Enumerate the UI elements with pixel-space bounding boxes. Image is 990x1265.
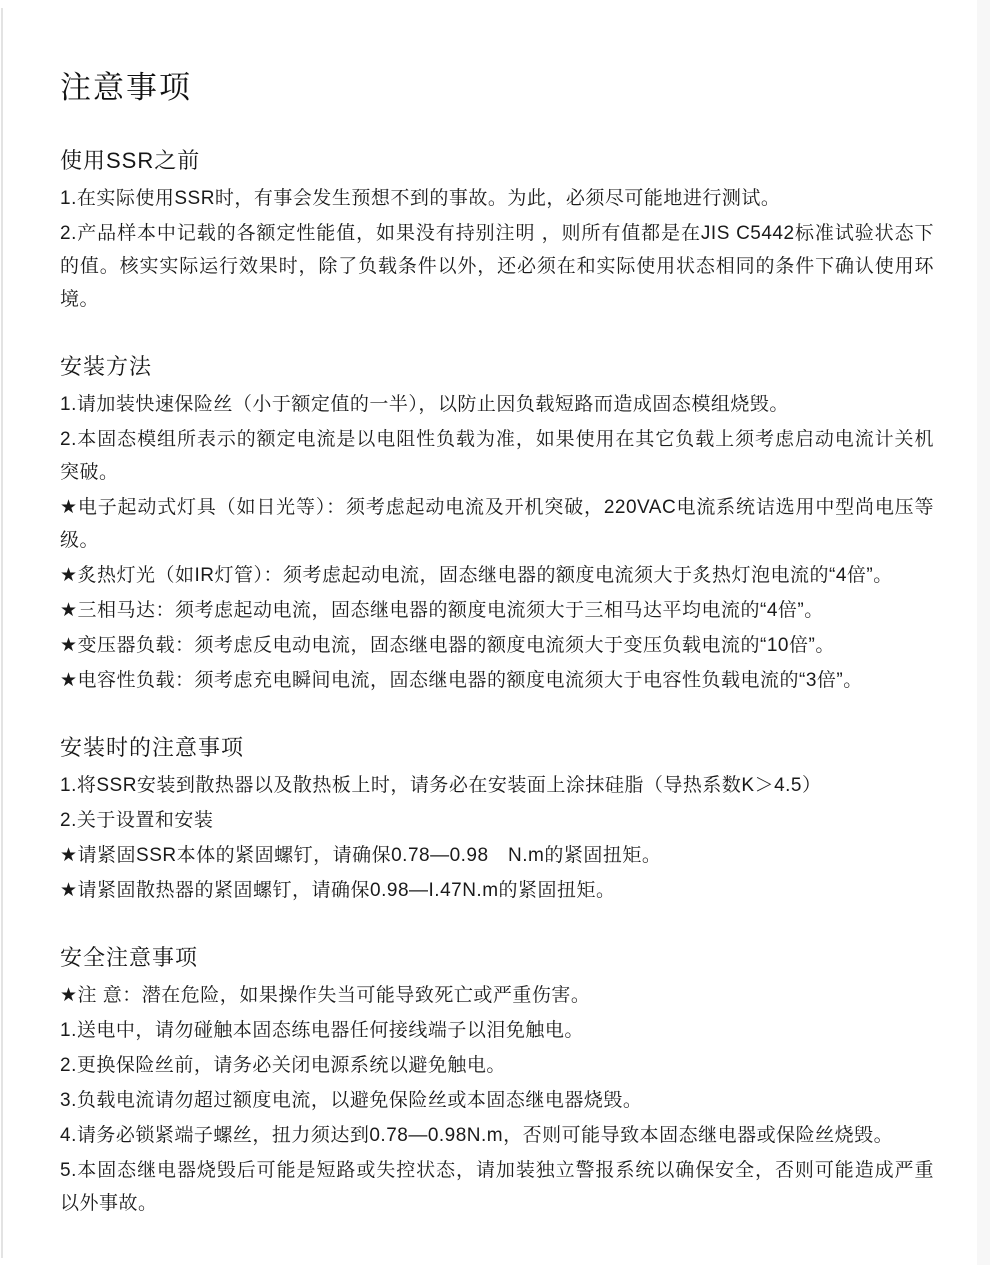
paragraph: 1.在实际使用SSR时，有事会发生预想不到的事故。为此，必须尽可能地进行测试。: [60, 188, 781, 209]
section-safety-precautions: [60, 943, 934, 1220]
paragraph: ★注 意：潜在危险，如果操作失当可能导致死亡或严重伤害。: [60, 985, 591, 1006]
paragraph: 5.本固态继电器烧毁后可能是短路或失控状态，请加装独立警报系统以确保安全，否则可能造成严重以外事故。: [60, 1160, 934, 1214]
section-heading: 使用SSR之前: [60, 148, 201, 173]
section-heading: 安全注意事项: [60, 945, 199, 970]
paragraph: 2.更换保险丝前，请务必关闭电源系统以避免触电。: [60, 1055, 506, 1076]
paragraph: ★变压器负载：须考虑反电动电流，固态继电器的额度电流须大于变压负载电流的“10倍”。: [60, 635, 835, 656]
paragraph: ★三相马达：须考虑起动电流，固态继电器的额度电流须大于三相马达平均电流的“4倍”。: [60, 600, 824, 621]
section-heading: 安装时的注意事项: [60, 735, 245, 760]
paragraph: 1.请加装快速保险丝（小于额定值的一半），以防止因负载短路而造成固态模组烧毁。: [60, 394, 789, 415]
paragraph: ★电子起动式灯具（如日光等）：须考虑起动电流及开机突破，220VAC电流系统诘选用中型尚电压等级。: [60, 497, 934, 551]
paragraph: 2.本固态模组所表示的额定电流是以电阻性负载为准，如果使用在其它负载上须考虑启动电流计关机突破。: [60, 429, 934, 483]
paragraph: ★炙热灯光（如IR灯管）：须考虑起动电流，固态继电器的额度电流须大于炙热灯泡电流的“4倍”。: [60, 565, 893, 586]
paragraph: 3.负载电流请勿超过额度电流，以避免保险丝或本固态继电器烧毁。: [60, 1090, 643, 1111]
section-before-using-ssr: [60, 146, 934, 316]
paragraph: ★请紧固散热器的紧固螺钉，请确保0.98—I.47N.m的紧固扭矩。: [60, 880, 616, 901]
section-installation-method: [60, 352, 934, 697]
paragraph: ★请紧固SSR本体的紧固螺钉，请确保0.78—0.98 N.m的紧固扭矩。: [60, 845, 662, 866]
section-heading: 安装方法: [60, 354, 153, 379]
paragraph: 2.关于设置和安装: [60, 810, 214, 831]
paragraph: 1.送电中，请勿碰触本固态练电器任何接线端子以泪免触电。: [60, 1020, 584, 1041]
paragraph: 2.产品样本中记载的各额定性能值，如果没有持别注明 ，则所有值都是在JIS C5442标准试验状态下的值。核实实际运行效果时，除了负载条件以外，还必须在和实际使用状态相同的条件下确认使用环境。: [60, 223, 934, 310]
paragraph: 1.将SSR安装到散热器以及散热板上时，请务必在安装面上涂抹硅脂（导热系数K＞4.5）: [60, 775, 822, 796]
page-title: 注意事项: [60, 70, 192, 105]
section-installation-precautions: [60, 733, 934, 907]
paragraph: 4.请务必锁紧端子螺丝，扭力须达到0.78—0.98N.m，否则可能导致本固态继电器或保险丝烧毁。: [60, 1125, 894, 1146]
paragraph: ★电容性负载：须考虑充电瞬间电流，固态继电器的额度电流须大于电容性负载电流的“3倍”。: [60, 670, 863, 691]
